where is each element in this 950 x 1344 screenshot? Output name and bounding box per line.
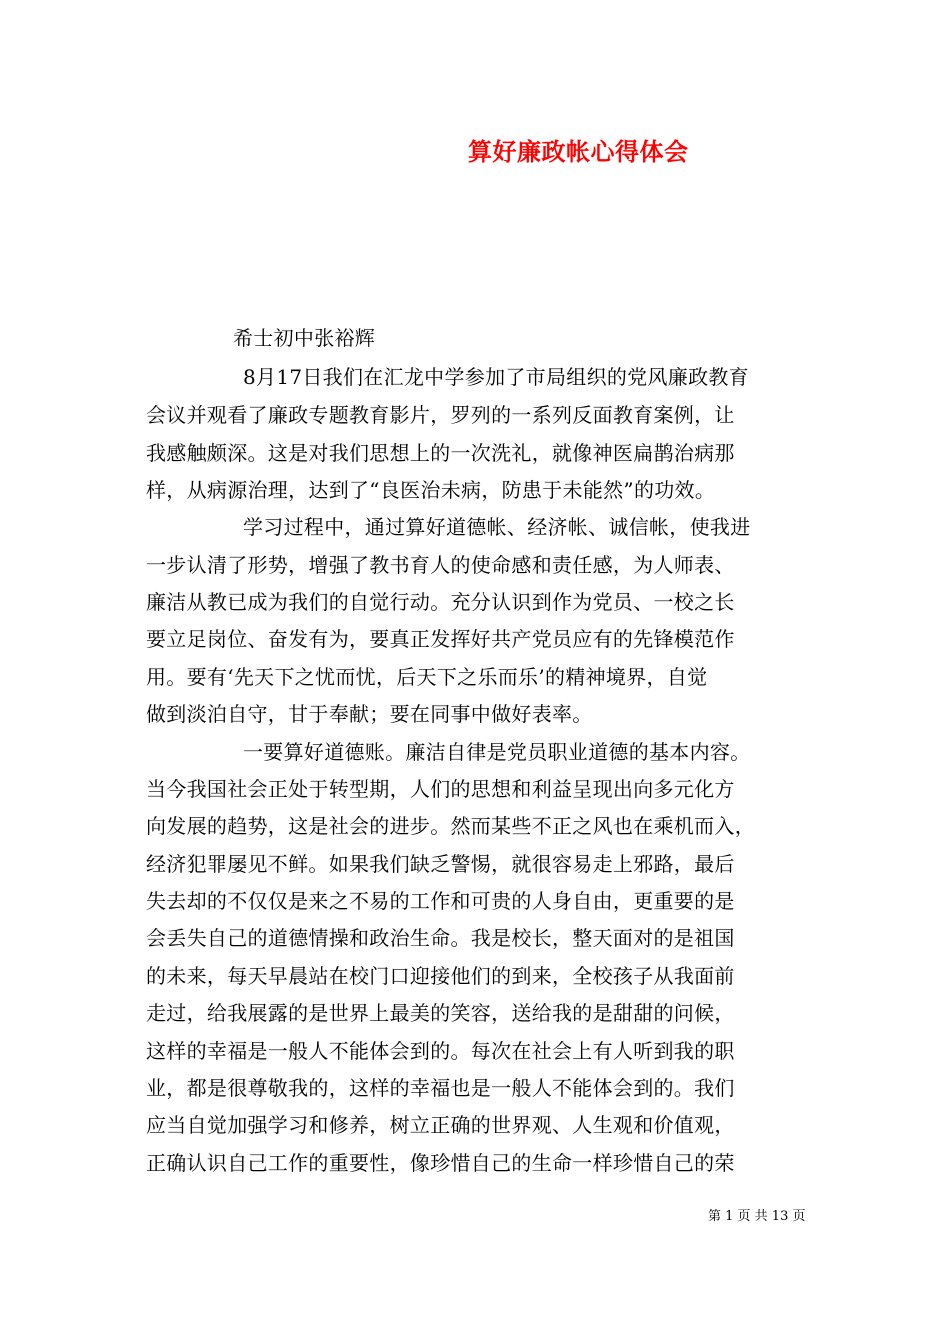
- body-line-6: 一步认清了形势，增强了教书育人的使命感和责任感，为人师表、: [146, 553, 735, 577]
- body-line-9: 用。要有‘先天下之忧而忧，后天下之乐而乐’的精神境界，自觉: [146, 665, 708, 689]
- body-line-20: 业，都是很尊敬我的，这样的幸福也是一般人不能体会到的。我们: [146, 1076, 735, 1100]
- body-line-22: 正确认识自己工作的重要性，像珍惜自己的生命一样珍惜自己的荣: [146, 1151, 735, 1175]
- body-line-11: 一要算好道德账。廉洁自律是党员职业道德的基本内容。: [243, 740, 751, 764]
- body-line-18: 走过，给我展露的是世界上最美的笑容，送给我的是甜甜的问候，: [146, 1001, 735, 1025]
- body-line-12: 当今我国社会正处于转型期，人们的思想和利益呈现出向多元化方: [146, 777, 735, 801]
- body-line-21: 应当自觉加强学习和修养，树立正确的世界观、人生观和价值观，: [146, 1113, 735, 1137]
- body-line-14: 经济犯罪屡见不鲜。如果我们缺乏警惕，就很容易走上邪路，最后: [146, 852, 735, 876]
- body-line-2: 会议并观看了廉政专题教育影片，罗列的一系列反面教育案例，让: [146, 403, 735, 427]
- body-line-7: 廉洁从教已成为我们的自觉行动。充分认识到作为党员、一校之长: [146, 590, 735, 614]
- body-line-5: 学习过程中，通过算好道德帐、经济帐、诚信帐，使我进: [243, 515, 751, 539]
- body-line-8: 要立足岗位、奋发有为，要真正发挥好共产党员应有的先锋模范作: [146, 627, 735, 651]
- body-line-1: 8月17日我们在汇龙中学参加了市局组织的党风廉政教育: [243, 365, 749, 389]
- body-line-3: 我感触颇深。这是对我们思想上的一次洗礼，就像神医扁鹊治病那: [146, 441, 735, 465]
- body-line-19: 这样的幸福是一般人不能体会到的。每次在社会上有人听到我的职: [146, 1039, 735, 1063]
- body-line-10: 做到淡泊自守，甘于奉献；要在同事中做好表率。: [146, 702, 593, 726]
- author-line: 希士初中张裕辉: [233, 326, 376, 350]
- page-number-footer: 第 1 页 共 13 页: [708, 1209, 806, 1224]
- body-line-13: 向发展的趋势，这是社会的进步。然而某些不正之风也在乘机而入，: [146, 814, 755, 838]
- body-line-17: 的未来，每天早晨站在校门口迎接他们的到来，全校孩子从我面前: [146, 964, 735, 988]
- body-line-15: 失去却的不仅仅是来之不易的工作和可贵的人身自由，更重要的是: [146, 889, 735, 913]
- page-title: 算好廉政帐心得体会: [468, 137, 689, 166]
- body-line-4: 样，从病源治理，达到了“良医治未病，防患于未能然”的功效。: [146, 478, 716, 502]
- body-line-16: 会丢失自己的道德情操和政治生命。我是校长，整天面对的是祖国: [146, 926, 735, 950]
